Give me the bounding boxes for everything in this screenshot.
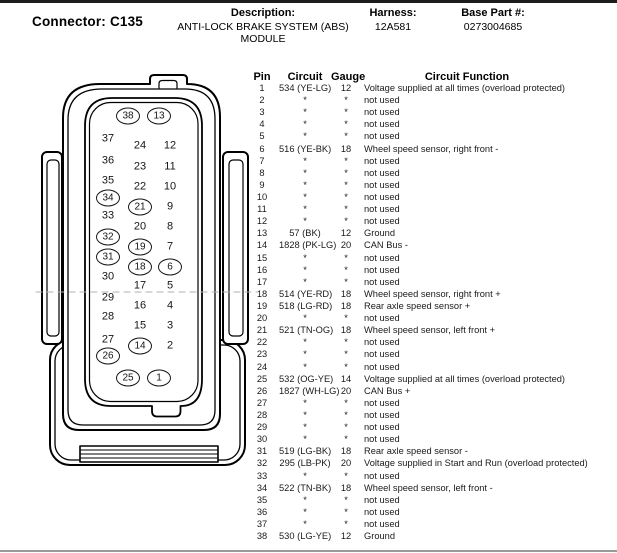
gauge-cell: * bbox=[344, 361, 348, 372]
pin-table-row-28 bbox=[245, 409, 577, 421]
gauge-cell: * bbox=[344, 434, 348, 445]
pin-table-row-22 bbox=[245, 336, 577, 348]
pin-table-row-2 bbox=[245, 94, 577, 106]
circuit-cell: 1827 (WH-LG) bbox=[279, 385, 340, 396]
pin-cell: 36 bbox=[256, 506, 268, 517]
pin-cell: 30 bbox=[256, 434, 268, 445]
circuit-cell: 295 (LB-PK) bbox=[279, 458, 331, 469]
connector-pin-35: 35 bbox=[101, 174, 115, 187]
connector-pin-6-circled: 6 bbox=[158, 259, 182, 276]
circuit-cell: * bbox=[303, 422, 307, 433]
gauge-cell: * bbox=[344, 264, 348, 275]
pin-cell: 2 bbox=[259, 95, 265, 106]
pin-cell: 4 bbox=[259, 119, 265, 130]
gauge-cell: 18 bbox=[340, 301, 352, 312]
function-cell: not used bbox=[364, 494, 400, 505]
function-cell: not used bbox=[364, 276, 400, 287]
pin-table bbox=[245, 71, 588, 542]
function-cell: Voltage supplied at all times (overload protected) bbox=[364, 83, 566, 94]
bottom-border-bar bbox=[0, 550, 617, 552]
function-cell: not used bbox=[364, 131, 400, 142]
gauge-cell: 18 bbox=[340, 288, 352, 299]
circuit-cell: * bbox=[303, 252, 307, 263]
pin-table-row-27 bbox=[245, 397, 577, 409]
pin-table-row-7 bbox=[245, 155, 577, 167]
pin-cell: 13 bbox=[256, 228, 268, 239]
col-header-circuit: Circuit bbox=[287, 71, 323, 83]
pin-table-row-35 bbox=[245, 494, 577, 506]
connector-pin-14-circled: 14 bbox=[128, 338, 152, 355]
connector-pin-18-circled: 18 bbox=[128, 259, 152, 276]
pin-table-row-18 bbox=[245, 288, 577, 300]
function-cell: not used bbox=[364, 179, 400, 190]
function-cell: not used bbox=[364, 192, 400, 203]
circuit-cell: * bbox=[303, 155, 307, 166]
pin-cell: 32 bbox=[256, 458, 268, 469]
gauge-cell: 18 bbox=[340, 325, 352, 336]
description-label: Description: bbox=[230, 7, 296, 19]
pin-table-row-9 bbox=[245, 179, 577, 191]
base-part-block bbox=[440, 7, 546, 33]
function-cell: not used bbox=[364, 216, 400, 227]
pin-table-row-25 bbox=[245, 373, 577, 385]
function-cell: not used bbox=[364, 107, 400, 118]
function-cell: not used bbox=[364, 518, 400, 529]
pin-table-row-13 bbox=[245, 227, 577, 239]
connector-pin-5: 5 bbox=[166, 279, 174, 292]
function-cell: Wheel speed sensor, left front - bbox=[364, 482, 493, 493]
connector-pin-31-circled: 31 bbox=[96, 249, 120, 266]
function-cell: not used bbox=[364, 252, 400, 263]
circuit-cell: * bbox=[303, 264, 307, 275]
connector-pin-2: 2 bbox=[166, 339, 174, 352]
connector-title: Connector: C135 bbox=[32, 14, 144, 29]
gauge-cell: * bbox=[344, 337, 348, 348]
connector-pin-27: 27 bbox=[101, 333, 115, 346]
pin-table-body bbox=[245, 82, 588, 542]
pin-table-row-16 bbox=[245, 264, 577, 276]
pin-cell: 17 bbox=[256, 276, 268, 287]
pin-cell: 25 bbox=[256, 373, 268, 384]
circuit-cell: * bbox=[303, 349, 307, 360]
gauge-cell: * bbox=[344, 204, 348, 215]
description-block bbox=[168, 7, 358, 45]
connector-pin-30: 30 bbox=[101, 270, 115, 283]
function-cell: not used bbox=[364, 95, 400, 106]
connector-pin-24: 24 bbox=[133, 139, 147, 152]
connector-pin-23: 23 bbox=[133, 160, 147, 173]
pin-cell: 7 bbox=[259, 155, 265, 166]
circuit-cell: * bbox=[303, 434, 307, 445]
function-cell: Rear axle speed sensor - bbox=[364, 446, 468, 457]
gauge-cell: * bbox=[344, 179, 348, 190]
circuit-cell: 518 (LG-RD) bbox=[279, 301, 333, 312]
circuit-cell: 519 (LG-BK) bbox=[279, 446, 332, 457]
connector-pin-36: 36 bbox=[101, 154, 115, 167]
function-cell: not used bbox=[364, 349, 400, 360]
circuit-cell: 534 (YE-LG) bbox=[279, 83, 332, 94]
circuit-cell: * bbox=[303, 410, 307, 420]
function-cell: not used bbox=[364, 337, 400, 348]
circuit-cell: 1828 (PK-LG) bbox=[279, 240, 337, 251]
function-cell: not used bbox=[364, 264, 400, 275]
connector-pin-12: 12 bbox=[163, 139, 177, 152]
pin-table-row-37 bbox=[245, 518, 577, 530]
base-part-value: 0273004685 bbox=[463, 21, 523, 33]
gauge-cell: 12 bbox=[340, 228, 352, 239]
function-cell: not used bbox=[364, 155, 400, 166]
function-cell: Voltage supplied in Start and Run (overload protected) bbox=[364, 458, 588, 469]
pin-cell: 35 bbox=[256, 494, 268, 505]
pin-table-row-38 bbox=[245, 530, 577, 542]
col-header-gauge: Gauge bbox=[331, 71, 366, 83]
circuit-cell: * bbox=[303, 313, 307, 324]
circuit-cell: * bbox=[303, 397, 307, 408]
gauge-cell: 20 bbox=[340, 385, 352, 396]
pin-table-row-23 bbox=[245, 348, 577, 360]
pin-cell: 8 bbox=[259, 167, 265, 178]
pin-cell: 23 bbox=[256, 349, 268, 360]
pin-table-row-3 bbox=[245, 106, 577, 118]
connector-pin-11: 11 bbox=[164, 160, 176, 173]
function-cell: Voltage supplied at all times (overload protected) bbox=[364, 373, 566, 384]
top-border-bar bbox=[0, 0, 617, 3]
pin-cell: 37 bbox=[256, 518, 268, 529]
circuit-cell: * bbox=[303, 204, 307, 215]
pin-cell: 28 bbox=[256, 410, 268, 420]
function-cell: not used bbox=[364, 119, 400, 130]
pin-cell: 1 bbox=[259, 83, 265, 94]
function-cell: not used bbox=[364, 167, 400, 178]
function-cell: not used bbox=[364, 204, 400, 215]
pin-cell: 33 bbox=[256, 470, 268, 481]
col-header-pin: Pin bbox=[253, 71, 271, 83]
connector-pin-25-circled: 25 bbox=[116, 370, 140, 387]
connector-pin-16: 16 bbox=[133, 299, 147, 312]
description-value: ANTI-LOCK BRAKE SYSTEM (ABS) MODULE bbox=[177, 21, 349, 45]
circuit-cell: * bbox=[303, 470, 307, 481]
base-part-label: Base Part #: bbox=[461, 7, 525, 19]
connector-pin-29: 29 bbox=[101, 291, 115, 304]
gauge-cell: 18 bbox=[340, 482, 352, 493]
circuit-cell: * bbox=[303, 107, 307, 118]
connector-pin-32-circled: 32 bbox=[96, 229, 120, 246]
pin-table-row-10 bbox=[245, 191, 577, 203]
pin-cell: 26 bbox=[256, 385, 268, 396]
connector-pin-4: 4 bbox=[166, 299, 174, 312]
gauge-cell: 20 bbox=[340, 458, 352, 469]
connector-diagram bbox=[35, 70, 260, 475]
connector-pin-22: 22 bbox=[133, 180, 147, 193]
connector-pin-9: 9 bbox=[166, 200, 174, 213]
harness-value: 12A581 bbox=[374, 21, 412, 33]
pin-table-row-36 bbox=[245, 506, 577, 518]
connector-pin-38-circled: 38 bbox=[116, 108, 140, 125]
gauge-cell: * bbox=[344, 95, 348, 106]
circuit-cell: 516 (YE-BK) bbox=[279, 143, 332, 154]
circuit-cell: * bbox=[303, 131, 307, 142]
pin-table-row-11 bbox=[245, 203, 577, 215]
circuit-cell: 514 (YE-RD) bbox=[279, 288, 333, 299]
circuit-cell: * bbox=[303, 518, 307, 529]
circuit-cell: 530 (LG-YE) bbox=[279, 531, 332, 542]
gauge-cell: * bbox=[344, 410, 348, 420]
gauge-cell: * bbox=[344, 119, 348, 130]
function-cell: Wheel speed sensor, left front + bbox=[364, 325, 496, 336]
pin-cell: 9 bbox=[259, 179, 265, 190]
pin-cell: 31 bbox=[256, 446, 268, 457]
pin-table-row-20 bbox=[245, 312, 577, 324]
pin-cell: 16 bbox=[256, 264, 268, 275]
pin-table-row-5 bbox=[245, 130, 577, 142]
gauge-cell: 20 bbox=[340, 240, 352, 251]
connector-pin-17: 17 bbox=[133, 279, 147, 292]
pin-table-row-21 bbox=[245, 324, 577, 336]
pin-cell: 6 bbox=[259, 143, 265, 154]
pin-cell: 11 bbox=[257, 204, 267, 215]
gauge-cell: * bbox=[344, 397, 348, 408]
function-cell: Ground bbox=[364, 531, 396, 542]
gauge-cell: * bbox=[344, 422, 348, 433]
function-cell: Wheel speed sensor, right front + bbox=[364, 288, 501, 299]
gauge-cell: * bbox=[344, 216, 348, 227]
pin-cell: 15 bbox=[256, 252, 268, 263]
connector-pin-15: 15 bbox=[133, 319, 147, 332]
pin-cell: 24 bbox=[256, 361, 268, 372]
pin-table-row-26 bbox=[245, 385, 577, 397]
pin-table-row-8 bbox=[245, 167, 577, 179]
pin-table-row-34 bbox=[245, 482, 577, 494]
pin-cell: 27 bbox=[256, 397, 268, 408]
pin-cell: 18 bbox=[256, 288, 268, 299]
connector-pin-10: 10 bbox=[163, 180, 177, 193]
harness-block bbox=[355, 7, 431, 33]
pin-table-row-19 bbox=[245, 300, 577, 312]
pin-cell: 29 bbox=[256, 422, 268, 433]
gauge-cell: 18 bbox=[340, 143, 352, 154]
pin-cell: 22 bbox=[256, 337, 268, 348]
connector-pin-7: 7 bbox=[166, 240, 174, 253]
function-cell: Wheel speed sensor, right front - bbox=[364, 143, 499, 154]
function-cell: not used bbox=[364, 397, 400, 408]
circuit-cell: * bbox=[303, 361, 307, 372]
gauge-cell: * bbox=[344, 167, 348, 178]
pin-cell: 3 bbox=[259, 107, 265, 118]
function-cell: not used bbox=[364, 313, 400, 324]
connector-pin-20: 20 bbox=[133, 220, 147, 233]
function-cell: CAN Bus - bbox=[364, 240, 408, 251]
gauge-cell: * bbox=[344, 155, 348, 166]
pin-table-row-4 bbox=[245, 118, 577, 130]
pin-cell: 10 bbox=[256, 192, 268, 203]
circuit-cell: * bbox=[303, 95, 307, 106]
pin-cell: 21 bbox=[256, 325, 268, 336]
function-cell: Rear axle speed sensor + bbox=[364, 301, 471, 312]
gauge-cell: * bbox=[344, 470, 348, 481]
gauge-cell: * bbox=[344, 107, 348, 118]
pin-table-row-30 bbox=[245, 433, 577, 445]
harness-label: Harness: bbox=[369, 7, 417, 19]
gauge-cell: * bbox=[344, 506, 348, 517]
gauge-cell: 18 bbox=[340, 446, 352, 457]
gauge-cell: * bbox=[344, 518, 348, 529]
pin-table-row-6 bbox=[245, 143, 577, 155]
gauge-cell: * bbox=[344, 313, 348, 324]
pin-cell: 38 bbox=[256, 531, 268, 542]
connector-pin-3: 3 bbox=[166, 319, 174, 332]
connector-pin-34-circled: 34 bbox=[96, 190, 120, 207]
function-cell: not used bbox=[364, 506, 400, 517]
function-cell: not used bbox=[364, 434, 400, 445]
function-cell: not used bbox=[364, 361, 400, 372]
pin-cell: 20 bbox=[256, 313, 268, 324]
pin-cell: 5 bbox=[259, 131, 265, 142]
circuit-cell: * bbox=[303, 506, 307, 517]
col-header-circuit-function: Circuit Function bbox=[424, 71, 510, 83]
pin-table-row-31 bbox=[245, 445, 577, 457]
pin-cell: 12 bbox=[256, 216, 268, 227]
function-cell: not used bbox=[364, 470, 400, 481]
circuit-cell: * bbox=[303, 192, 307, 203]
pin-table-row-32 bbox=[245, 457, 588, 469]
connector-pin-26-circled: 26 bbox=[96, 348, 120, 365]
connector-pin-21-circled: 21 bbox=[128, 199, 152, 216]
pin-table-row-17 bbox=[245, 276, 577, 288]
circuit-cell: 57 (BK) bbox=[289, 228, 321, 239]
pin-table-row-24 bbox=[245, 361, 577, 373]
pin-cell: 34 bbox=[256, 482, 268, 493]
pin-table-row-29 bbox=[245, 421, 577, 433]
pin-cell: 14 bbox=[256, 240, 268, 251]
circuit-cell: * bbox=[303, 167, 307, 178]
circuit-cell: * bbox=[303, 119, 307, 130]
connector-pin-8: 8 bbox=[166, 220, 174, 233]
pin-table-row-33 bbox=[245, 470, 577, 482]
gauge-cell: 14 bbox=[340, 373, 352, 384]
gauge-cell: * bbox=[344, 192, 348, 203]
connector-pin-37: 37 bbox=[101, 132, 115, 145]
gauge-cell: * bbox=[344, 349, 348, 360]
circuit-cell: 532 (OG-YE) bbox=[279, 373, 334, 384]
pin-cell: 19 bbox=[256, 301, 268, 312]
function-cell: Ground bbox=[364, 228, 396, 239]
circuit-cell: * bbox=[303, 216, 307, 227]
circuit-cell: * bbox=[303, 337, 307, 348]
circuit-cell: * bbox=[303, 494, 307, 505]
gauge-cell: * bbox=[344, 131, 348, 142]
pin-table-row-15 bbox=[245, 252, 577, 264]
connector-pin-33: 33 bbox=[101, 209, 115, 222]
connector-pin-28: 28 bbox=[101, 310, 115, 323]
circuit-cell: 522 (TN-BK) bbox=[279, 482, 332, 493]
connector-pin-13-circled: 13 bbox=[147, 108, 171, 125]
pin-table-row-12 bbox=[245, 215, 577, 227]
circuit-cell: 521 (TN-OG) bbox=[279, 325, 334, 336]
function-cell: not used bbox=[364, 422, 400, 433]
pin-table-row-1 bbox=[245, 82, 577, 94]
function-cell: not used bbox=[364, 410, 400, 420]
connector-pin-19-circled: 19 bbox=[128, 239, 152, 256]
circuit-cell: * bbox=[303, 276, 307, 287]
gauge-cell: * bbox=[344, 252, 348, 263]
circuit-cell: * bbox=[303, 179, 307, 190]
gauge-cell: * bbox=[344, 276, 348, 287]
gauge-cell: 12 bbox=[340, 83, 352, 94]
function-cell: CAN Bus + bbox=[364, 385, 411, 396]
connector-pin-1-circled: 1 bbox=[147, 370, 171, 387]
pin-table-row-14 bbox=[245, 239, 577, 251]
gauge-cell: 12 bbox=[340, 531, 352, 542]
gauge-cell: * bbox=[344, 494, 348, 505]
